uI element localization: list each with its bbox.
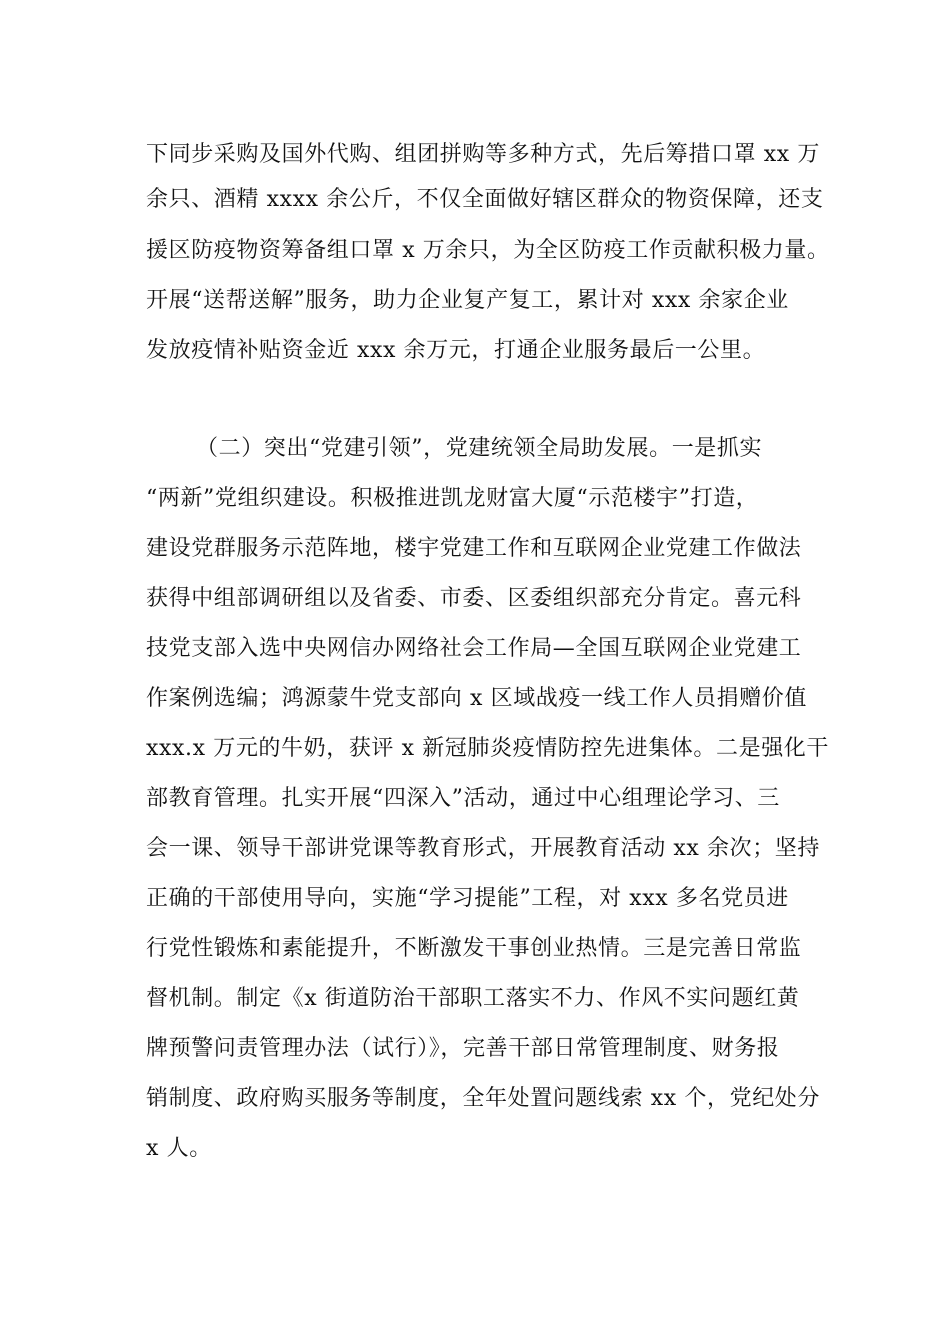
paragraph-2-line-15: x 人。 bbox=[146, 1136, 212, 1161]
paragraph-2-line-6: 作案例选编；鸿源蒙牛党支部向 x 区域战疫一线工作人员捐赠价值 bbox=[146, 686, 807, 711]
paragraph-2-line-4: 获得中组部调研组以及省委、市委、区委组织部充分肯定。喜元科 bbox=[146, 586, 802, 611]
paragraph-2-line-7: xxx.x 万元的牛奶，获评 x 新冠肺炎疫情防控先进集体。二是强化干 bbox=[146, 736, 830, 761]
paragraph-1-line-4: 开展“送帮送解”服务，助力企业复产复工，累计对 xxx 余家企业 bbox=[146, 288, 789, 313]
paragraph-2-line-2: “两新”党组织建设。积极推进凯龙财富大厦“示范楼宇”打造， bbox=[146, 486, 759, 511]
paragraph-2-line-1: （二）突出“党建引领”，党建统领全局助发展。一是抓实 bbox=[196, 436, 763, 461]
paragraph-2-line-12: 督机制。制定《x 街道防治干部职工落实不力、作风不实问题红黄 bbox=[146, 986, 800, 1011]
paragraph-2-line-9: 会一课、领导干部讲党课等教育形式，开展教育活动 xx 余次；坚持 bbox=[146, 836, 821, 861]
paragraph-1-line-5: 发放疫情补贴资金近 xxx 余万元，打通企业服务最后一公里。 bbox=[146, 338, 766, 363]
paragraph-2-line-8: 部教育管理。扎实开展“四深入”活动，通过中心组理论学习、三 bbox=[146, 786, 780, 811]
paragraph-2-line-13: 牌预警问责管理办法（试行）》，完善干部日常管理制度、财务报 bbox=[146, 1036, 780, 1061]
paragraph-1-line-3: 援区防疫物资筹备组口罩 x 万余只，为全区防疫工作贡献积极力量。 bbox=[146, 238, 830, 263]
paragraph-2-line-11: 行党性锻炼和素能提升，不断激发干事创业热情。三是完善日常监 bbox=[146, 936, 802, 961]
paragraph-1-line-1: 下同步采购及国外代购、组团拼购等多种方式，先后筹措口罩 xx 万 bbox=[146, 142, 821, 167]
paragraph-2-line-14: 销制度、政府购买服务等制度，全年处置问题线索 xx 个，党纪处分 bbox=[146, 1086, 821, 1111]
paragraph-2-line-10: 正确的干部使用导向，实施“学习提能”工程，对 xxx 多名党员进 bbox=[146, 886, 789, 911]
paragraph-1-line-2: 余只、酒精 xxxx 余公斤，不仅全面做好辖区群众的物资保障，还支 bbox=[146, 187, 824, 212]
paragraph-2-line-3: 建设党群服务示范阵地，楼宇党建工作和互联网企业党建工作做法 bbox=[146, 536, 802, 561]
paragraph-2-line-5: 技党支部入选中央网信办网络社会工作局—全国互联网企业党建工 bbox=[146, 636, 802, 661]
